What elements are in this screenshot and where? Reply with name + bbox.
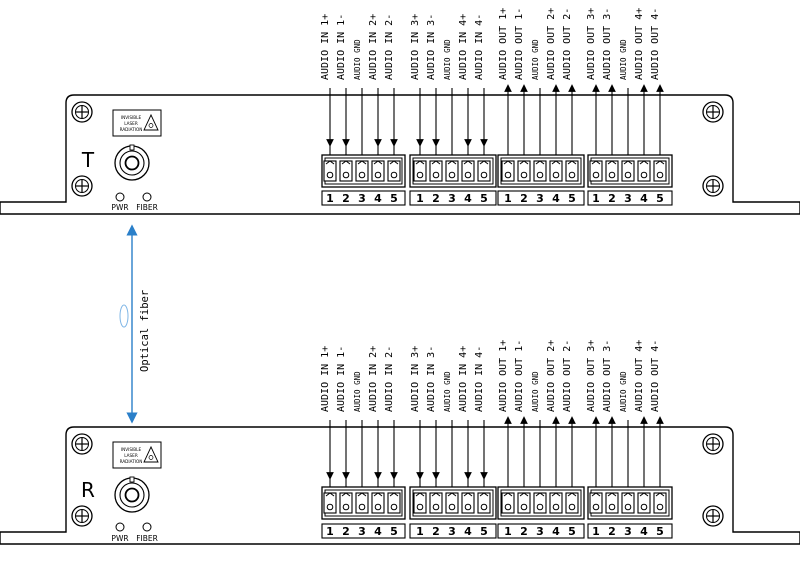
fiber-port-icon (115, 477, 149, 512)
signal-label: AUDIO OUT 2- (562, 339, 573, 412)
terminal-screw (569, 172, 575, 178)
signal-label: AUDIO OUT 1- (514, 7, 525, 80)
pin-number: 2 (432, 525, 440, 538)
port-ferrule (126, 489, 139, 502)
terminal-screw (657, 504, 663, 510)
signal-label: AUDIO OUT 4- (650, 7, 661, 80)
terminal-screw (417, 504, 423, 510)
signal-label: AUDIO IN 1- (336, 345, 347, 412)
fiber-port-icon (115, 145, 149, 180)
pin-number: 3 (624, 192, 632, 205)
pin-number: 1 (326, 192, 334, 205)
terminal-screw (449, 172, 455, 178)
signal-label: AUDIO OUT 1+ (498, 7, 509, 80)
led-icon (116, 193, 124, 201)
terminal-screw (641, 172, 647, 178)
pin-number: 2 (342, 192, 350, 205)
fiber-label: Optical fiber (139, 289, 151, 372)
terminal-screw (521, 504, 527, 510)
pin-number: 4 (552, 192, 560, 205)
terminal-block-icon (588, 487, 672, 519)
unit-receiver (0, 340, 800, 544)
pin-number: 1 (504, 192, 512, 205)
terminal-screw (657, 172, 663, 178)
signal-label: AUDIO IN 3+ (410, 13, 421, 80)
fiber-loop (120, 305, 128, 327)
pin-number: 3 (448, 525, 456, 538)
signal-label: AUDIO IN 2+ (368, 345, 379, 412)
signal-label: AUDIO OUT 3+ (586, 339, 597, 412)
pin-number: 3 (358, 525, 366, 538)
terminal-block-icon (322, 487, 405, 519)
led-icon (116, 523, 124, 531)
signal-label: AUDIO IN 1- (336, 13, 347, 80)
terminal-screw (569, 504, 575, 510)
signal-label: AUDIO IN 2- (384, 13, 395, 80)
laser-warning-line1: INVISIBLE (120, 115, 142, 120)
signal-label: AUDIO OUT 1- (514, 339, 525, 412)
signal-label: AUDIO IN 3- (426, 13, 437, 80)
terminal-screw (537, 172, 543, 178)
terminal-screw (521, 172, 527, 178)
screw-icon (703, 176, 723, 196)
pin-number: 5 (480, 192, 488, 205)
pin-number: 1 (592, 525, 600, 538)
terminal-screw (505, 504, 511, 510)
terminal-screw (327, 504, 333, 510)
terminal-screw (593, 504, 599, 510)
signal-label: AUDIO GND (531, 371, 540, 412)
unit-letter: T (81, 148, 95, 172)
pin-number: 4 (552, 525, 560, 538)
terminal-block-icon (498, 155, 584, 187)
pin-number: 3 (624, 525, 632, 538)
terminal-screw (553, 172, 559, 178)
pin-number: 1 (504, 525, 512, 538)
laser-warning-line3: RADIATION (119, 459, 143, 464)
pin-number: 4 (640, 525, 648, 538)
pin-number: 1 (416, 525, 424, 538)
terminal-screw (625, 172, 631, 178)
signal-label: AUDIO OUT 2- (562, 7, 573, 80)
terminal-screw (359, 172, 365, 178)
terminal-screw (343, 172, 349, 178)
fiber-led-label: FIBER (136, 203, 158, 212)
signal-label: AUDIO IN 1+ (320, 13, 331, 80)
signal-label: AUDIO IN 4- (474, 13, 485, 80)
pin-number: 3 (536, 525, 544, 538)
terminal-screw (609, 172, 615, 178)
laser-warning-line1: INVISIBLE (120, 447, 142, 452)
led-icon (143, 523, 151, 531)
terminal-block-icon (322, 155, 405, 187)
terminal-screw (505, 172, 511, 178)
terminal-screw (343, 504, 349, 510)
terminal-block-icon (498, 487, 584, 519)
screw-icon (703, 102, 723, 122)
laser-warning-line2: LASER (124, 453, 138, 458)
signal-label: AUDIO OUT 4+ (634, 7, 645, 80)
screw-icon (703, 506, 723, 526)
terminal-screw (375, 504, 381, 510)
laser-warning-label (113, 442, 161, 468)
signal-label: AUDIO IN 2- (384, 345, 395, 412)
signal-label: AUDIO IN 4- (474, 345, 485, 412)
signal-label: AUDIO GND (531, 39, 540, 80)
signal-label: AUDIO OUT 4+ (634, 339, 645, 412)
terminal-screw (433, 504, 439, 510)
signal-label: AUDIO IN 1+ (320, 345, 331, 412)
signal-label: AUDIO OUT 2+ (546, 339, 557, 412)
pin-number: 3 (448, 192, 456, 205)
signal-label: AUDIO GND (443, 371, 452, 412)
pin-number: 4 (464, 192, 472, 205)
laser-warning-line3: RADIATION (119, 127, 143, 132)
pin-number: 5 (568, 525, 576, 538)
pin-number: 2 (520, 192, 528, 205)
terminal-screw (609, 504, 615, 510)
pin-number: 2 (432, 192, 440, 205)
signal-label: AUDIO OUT 4- (650, 339, 661, 412)
screw-icon (703, 434, 723, 454)
pin-number: 1 (416, 192, 424, 205)
terminal-block-icon (588, 155, 672, 187)
terminal-screw (359, 504, 365, 510)
terminal-screw (481, 504, 487, 510)
signal-label: AUDIO IN 4+ (458, 13, 469, 80)
screw-icon (72, 176, 92, 196)
signal-label: AUDIO OUT 2+ (546, 7, 557, 80)
pin-number: 2 (342, 525, 350, 538)
pin-number: 2 (520, 525, 528, 538)
terminal-screw (481, 172, 487, 178)
signal-label: AUDIO OUT 1+ (498, 339, 509, 412)
screw-icon (72, 102, 92, 122)
pwr-label: PWR (111, 203, 129, 212)
pin-number: 4 (374, 525, 382, 538)
signal-label: AUDIO GND (353, 371, 362, 412)
terminal-screw (593, 172, 599, 178)
signal-label: AUDIO OUT 3- (602, 7, 613, 80)
signal-label: AUDIO IN 3+ (410, 345, 421, 412)
pin-number: 2 (608, 525, 616, 538)
terminal-block-icon (410, 155, 496, 187)
signal-label: AUDIO GND (619, 39, 628, 80)
pin-number: 5 (390, 525, 398, 538)
screw-icon (72, 434, 92, 454)
port-ferrule (126, 157, 139, 170)
terminal-screw (465, 172, 471, 178)
pin-number: 2 (608, 192, 616, 205)
pin-number: 1 (592, 192, 600, 205)
unit-letter: R (81, 478, 95, 502)
terminal-screw (433, 172, 439, 178)
pin-number: 5 (480, 525, 488, 538)
signal-label: AUDIO IN 4+ (458, 345, 469, 412)
laser-warning-line2: LASER (124, 121, 138, 126)
pin-number: 5 (656, 192, 664, 205)
terminal-screw (449, 504, 455, 510)
terminal-screw (327, 172, 333, 178)
pin-number: 5 (656, 525, 664, 538)
signal-label: AUDIO IN 2+ (368, 13, 379, 80)
signal-label: AUDIO GND (619, 371, 628, 412)
screw-icon (72, 506, 92, 526)
pwr-label: PWR (111, 534, 129, 543)
terminal-screw (625, 504, 631, 510)
laser-warning-label (113, 110, 161, 136)
signal-label: AUDIO GND (443, 39, 452, 80)
pin-number: 5 (390, 192, 398, 205)
signal-label: AUDIO GND (353, 39, 362, 80)
led-icon (143, 193, 151, 201)
terminal-screw (553, 504, 559, 510)
terminal-screw (375, 172, 381, 178)
pin-number: 3 (536, 192, 544, 205)
terminal-screw (537, 504, 543, 510)
pin-number: 3 (358, 192, 366, 205)
pin-number: 4 (374, 192, 382, 205)
terminal-screw (641, 504, 647, 510)
terminal-screw (417, 172, 423, 178)
pin-number: 5 (568, 192, 576, 205)
pin-number: 4 (464, 525, 472, 538)
signal-label: AUDIO IN 3- (426, 345, 437, 412)
unit-transmitter (0, 8, 800, 214)
terminal-block-icon (410, 487, 496, 519)
optical-fiber-link (120, 230, 151, 418)
signal-label: AUDIO OUT 3+ (586, 7, 597, 80)
terminal-screw (465, 504, 471, 510)
port-key (130, 477, 134, 482)
terminal-screw (391, 172, 397, 178)
pin-number: 1 (326, 525, 334, 538)
fiber-led-label: FIBER (136, 534, 158, 543)
pin-number: 4 (640, 192, 648, 205)
port-key (130, 145, 134, 150)
terminal-screw (391, 504, 397, 510)
signal-label: AUDIO OUT 3- (602, 339, 613, 412)
